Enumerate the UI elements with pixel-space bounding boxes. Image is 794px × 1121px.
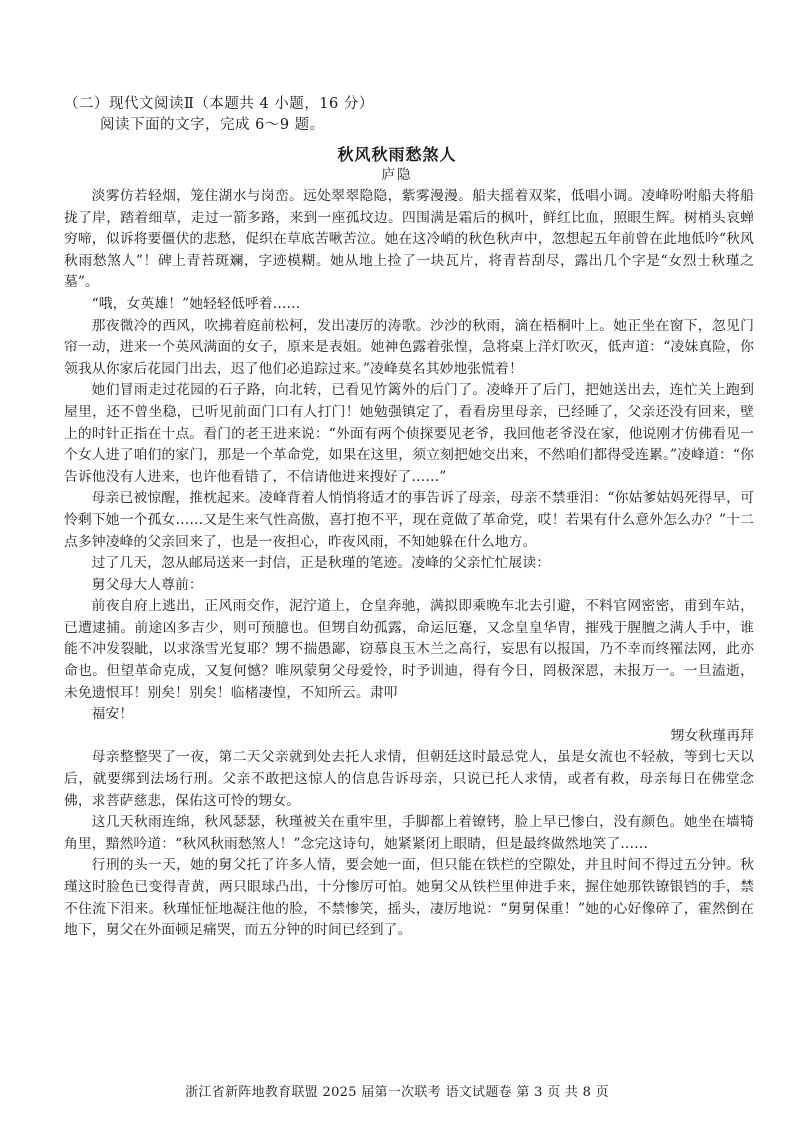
letter-body: 前夜自府上逃出，正风雨交作，泥泞道上，仓皇奔驰，满拟即乘晚车北去引避，不料官网密密，甫到车站，已遭逮捕。前途凶多吉少，则可预臆也。但甥自幼孤露，命运厄蹇，又念皇皇华胄，摧残于腥膻之满人手中，谁能不冲发裂眦，以求涤雪光复耶？甥不揣愚鄙，窃慕良玉木兰之高行，妄思有以报国，乃不幸而终罹法网，此亦命也。但望革命克成，又复何憾？唯夙蒙舅父母爱怜，时予训迪，得有今日，罔极深恩，未报万一。一旦溘逝，未免遗恨耳！别矣！别矣！临楮凄惶，不知所云。肃叩: [64, 598, 754, 701]
paragraph: 过了几天，忽从邮局送来一封信，正是秋瑾的笔迹。凌峰的父亲忙忙展读：: [91, 555, 551, 572]
letter-signature: 甥女秋瑾再拜: [670, 727, 754, 744]
paragraph: 母亲整整哭了一夜，第二天父亲就到处去托人求情，但朝廷这时最忌党人，虽是女流也不轻赦，等到七天以后，就要绑到法场行刑。父亲不敢把这惊人的信息告诉母亲，只说已托人求情，或者有救，母亲每日在佛堂念佛，求菩萨慈悲，保佑这可怜的甥女。: [64, 749, 754, 809]
paragraph: 行刑的头一天，她的舅父托了许多人情，要会她一面，但只能在铁栏的空隙处，并且时间不得过五分钟。秋瑾这时脸色已变得青黄，两只眼球凸出，十分惨厉可怕。她舅父从铁栏里伸进手来，握住她那铁镣银铛的手，禁不住流下泪来。秋瑾怔怔地凝注他的脸，不禁惨笑，摇头，凄厉地说：“舅舅保重！”她的心好像碎了，霍然倒在地下，舅父在外面顿足痛哭，而五分钟的时间已经到了。: [64, 857, 754, 939]
section-header: （二）现代文阅读Ⅱ（本题共 4 小题，16 分）: [64, 96, 374, 112]
paragraph: 她们冒雨走过花园的石子路，向北转，已看见竹篱外的后门了。凌峰开了后门，把她送出去，连忙关上跑到屋里，还不曾坐稳，已听见前面门口有人打门！她勉强镇定了，看看房里母亲，已经睡了，父亲还没有回来，壁上的时针正指在十点。看门的老王进来说：“外面有两个侦探要见老爷，我回他老爷没在家，他说刚才仿佛看见一个女人进了咱们的家门，那是一个革命党，如果在这里，须立刻把她交出来，不然咱们都得受连累。”凌峰道：“你告诉他没有人进来，也许他看错了，不信请他进来搜好了……”: [64, 382, 754, 485]
page-footer: 浙江省新阵地教育联盟 2025 届第一次联考 语文试题卷 第 3 页 共 8 页: [185, 1085, 609, 1100]
article-author: 庐隐: [381, 167, 413, 183]
reading-instruction: 阅读下面的文字，完成 6～9 题。: [100, 117, 325, 133]
letter-salutation: 舅父母大人尊前：: [91, 576, 203, 593]
paragraph: 淡雾仿若轻烟，笼住湖水与岗峦。远处翠翠隐隐，紫雾漫漫。船夫摇着双桨，低唱小调。凌峰吩咐船夫将船拢了岸，踏着细草，走过一箭多路，来到一座孤坟边。四围满是霜后的枫叶，鲜红比血，照眼生辉。树梢头哀蝉穷啼，似诉将要僵伏的悲愁，促织在草底苦啾苦泣。她在这冷峭的秋色秋声中，忽想起五年前曾在此地低吟“秋风秋雨愁煞人”！碑上青苔斑斓，字迹模糊。她从地上捡了一块瓦片，将青苔刮尽，露出几个字是“女烈士秋瑾之墓”。: [64, 188, 754, 291]
paragraph: 母亲已被惊醒，推枕起来。凌峰背着人悄悄将适才的事告诉了母亲，母亲不禁垂泪：“你姑爹姑妈死得早，可怜剩下她一个孤女……又是生来气性高傲，喜打抱不平，现在竟做了革命党，哎！若果有什么意外怎么办？”十二点多钟凌峰的父亲回来了，也是一夜担心，昨夜风雨，不知她躲在什么地方。: [64, 490, 754, 550]
paragraph: 那夜微冷的西风，吹拂着庭前松柯，发出凄厉的涛歌。沙沙的秋雨，滴在梧桐叶上。她正坐在窗下，忽见门帘一动，进来一个英风满面的女子，原来是表姐。她神色露着张惶，急将桌上洋灯吹灭，低声道：“凌妹真险，你领我从你家后花园门出去，迟了他们必追踪过来。”凌峰莫名其妙地张慌着！: [64, 317, 754, 377]
paragraph: 这几天秋雨连绵，秋风瑟瑟，秋瑾被关在重牢里，手脚都上着镣铐，脸上早已惨白，没有颜色。她坐在墙犄角里，黯然吟道：“秋风秋雨愁煞人！”念完这诗句，她紧紧闭上眼睛，但是最终做然地笑了……: [64, 814, 754, 852]
letter-closing: 福安！: [91, 706, 134, 723]
article-body: [64, 186, 754, 942]
paragraph: “哦，女英雄！”她轻轻低呼着……: [91, 295, 301, 312]
article-title: 秋风秋雨愁煞人: [337, 145, 457, 164]
